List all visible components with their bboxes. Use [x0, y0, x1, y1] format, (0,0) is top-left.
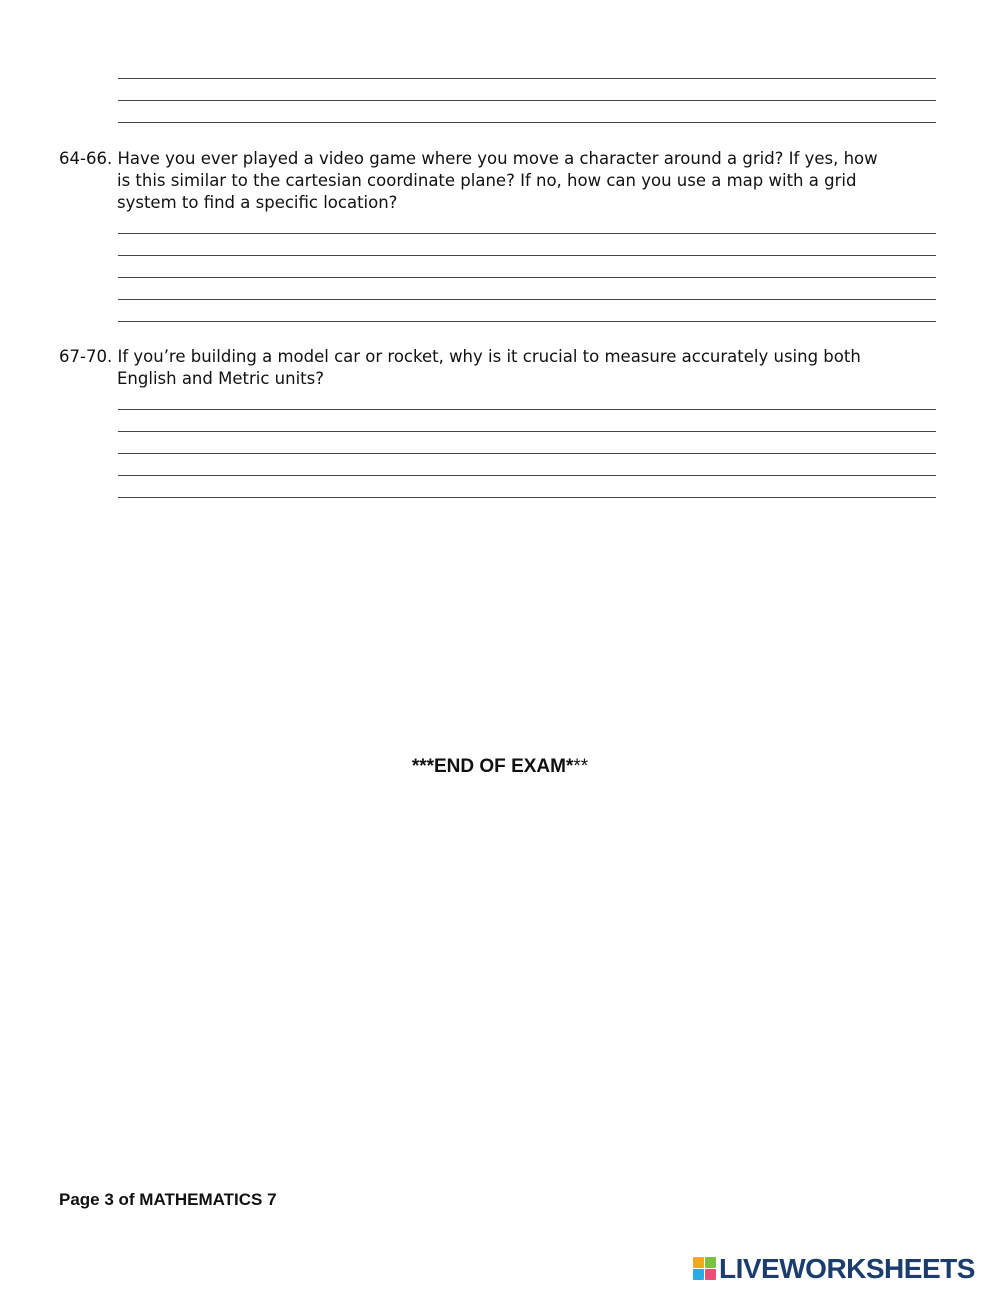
answer-line[interactable] [118, 277, 936, 278]
answer-line[interactable] [118, 233, 936, 234]
question-64-66 [59, 148, 939, 214]
end-of-exam-light: ** [573, 756, 589, 777]
answer-line[interactable] [118, 122, 936, 123]
logo-cube [693, 1257, 704, 1268]
question-number: 67-70. [59, 347, 113, 366]
answer-line[interactable] [118, 78, 936, 79]
answer-line[interactable] [118, 100, 936, 101]
end-of-exam-bold: ***END OF EXAM* [411, 756, 574, 777]
question-text-continuation: is this similar to the cartesian coordinate plane? If no, how can you use a map with a grid system to find a specific location? [117, 171, 857, 212]
answer-line[interactable] [118, 497, 936, 498]
logo-cubes-icon [693, 1257, 717, 1281]
question-number: 64-66. [59, 149, 113, 168]
logo-text: LIVEWORKSHEETS [719, 1253, 975, 1284]
answer-line[interactable] [118, 453, 936, 454]
answer-line[interactable] [118, 321, 936, 322]
liveworksheets-logo[interactable] [693, 1254, 975, 1284]
end-of-exam [0, 756, 1000, 778]
logo-cube [705, 1269, 716, 1280]
question-67-70 [59, 346, 939, 390]
logo-cube [693, 1269, 704, 1280]
answer-line[interactable] [118, 255, 936, 256]
page-footer: Page 3 of MATHEMATICS 7 [59, 1190, 277, 1209]
question-text-continuation: English and Metric units? [117, 369, 324, 388]
logo-cube [705, 1257, 716, 1268]
answer-line[interactable] [118, 299, 936, 300]
question-text-line1: If you’re building a model car or rocket, why is it crucial to measure accurately using both [117, 347, 861, 366]
answer-line[interactable] [118, 431, 936, 432]
answer-line[interactable] [118, 409, 936, 410]
question-text-line1: Have you ever played a video game where you move a character around a grid? If yes, how [117, 149, 878, 168]
answer-line[interactable] [118, 475, 936, 476]
